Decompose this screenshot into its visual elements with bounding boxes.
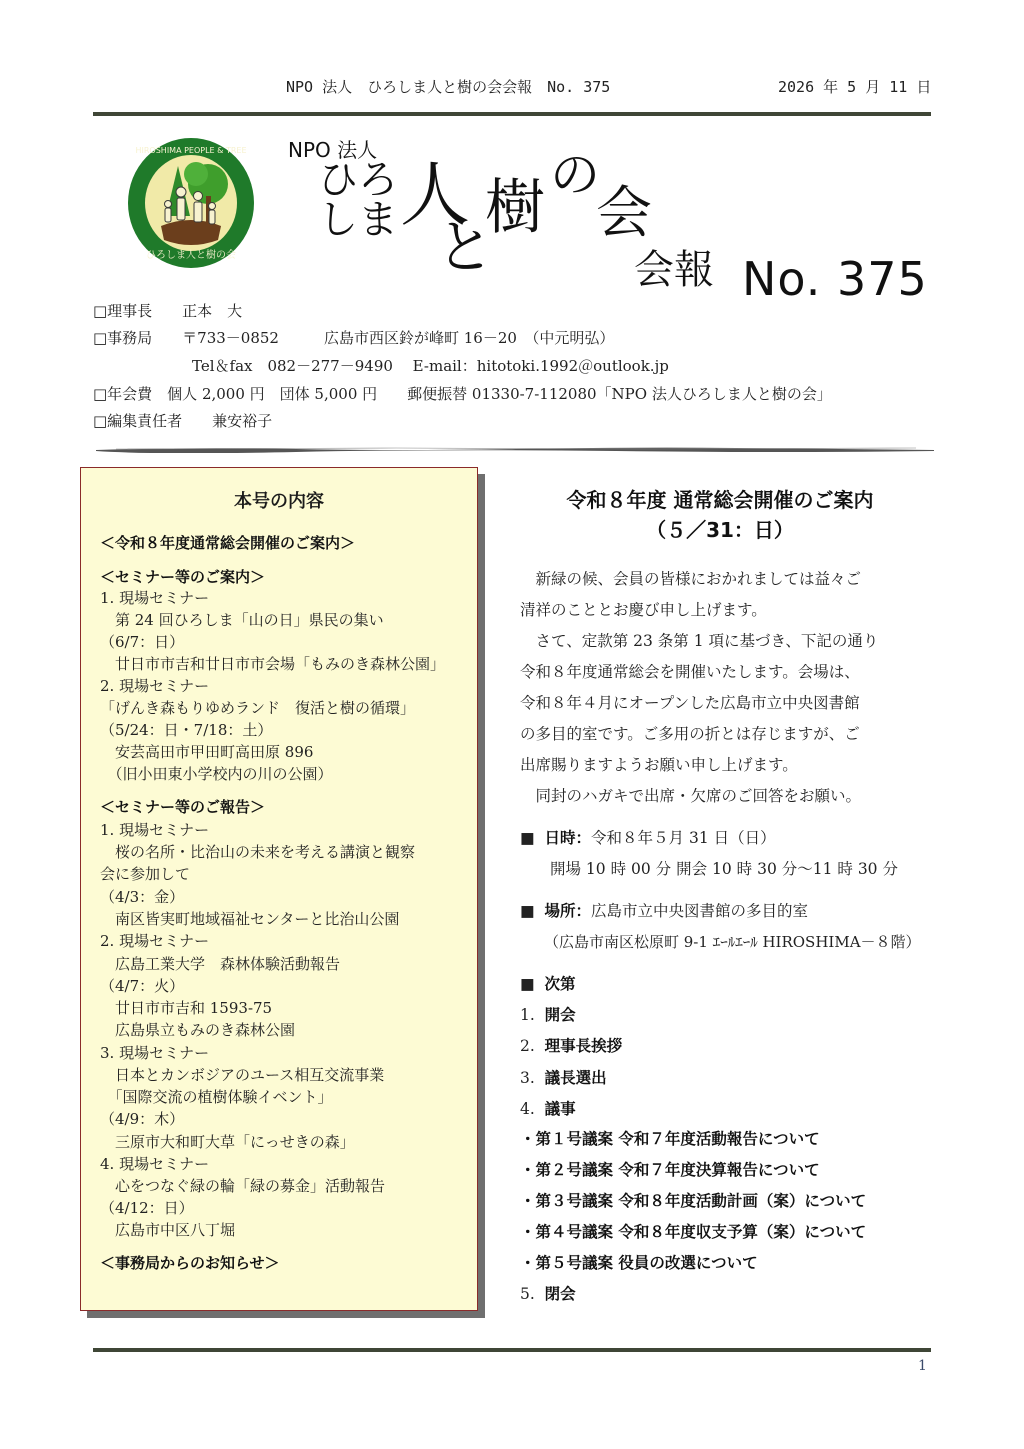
contents-line: 1. 現場セミナー [100,589,210,607]
masthead-shima: しま [318,197,398,243]
masthead-to: と [436,213,495,281]
info-fees: □年会費 個人 2,000 円 団体 5,000 円 郵便振替 01330-7-112080「NPO 法人ひろしま人と樹の会」 [93,385,832,403]
agenda-item: 2. 理事長挨拶 [520,1037,623,1055]
contents-line: 安芸高田市甲田町高田原 896 [100,743,314,761]
agenda-heading [520,972,576,994]
svg-text:ひろしま人と樹の会: ひろしま人と樹の会 [146,250,236,261]
contents-line: （6/7：日） [100,633,185,651]
issue-date: 2026 年 5 月 11 日 [778,78,932,96]
contents-line: 2. 現場セミナー [100,677,210,695]
contents-section-office-news: ＜事務局からのお知らせ＞ [100,1254,280,1272]
contents-line: （4/9：木） [100,1110,185,1128]
contents-line: 広島県立もみのき森林公園 [100,1021,296,1039]
contents-line: 三原市大和町大草「にっせきの森」 [100,1133,355,1151]
meeting-datetime [520,826,776,848]
contents-line: 2. 現場セミナー [100,932,210,950]
square-bullet-icon: ■ [520,902,535,920]
meeting-place [520,899,808,921]
svg-text:HIROSHIMA PEOPLE & TREE: HIROSHIMA PEOPLE & TREE [135,146,247,155]
publication-header: NPO 法人 ひろしま人と樹の会会報 No. 375 [286,78,611,96]
square-bullet-icon: ■ [520,829,535,847]
contents-line: 「げんき森もりゆめランド 復活と樹の循環」 [100,699,416,717]
contents-line: 広島工業大学 森林体験活動報告 [100,955,341,973]
contents-line: 3. 現場セミナー [100,1044,210,1062]
contents-line: 心をつなぐ緑の輪「緑の募金」活動報告 [100,1177,386,1195]
agenda-item: 1. 開会 [520,1006,576,1024]
contents-line: 南区皆実町地域福祉センターと比治山公園 [100,910,400,928]
agenda-item: 3. 議長選出 [520,1069,607,1087]
brush-divider [96,446,934,453]
contents-line: （4/12：日） [100,1199,194,1217]
article-title: 令和８年度 通常総会開催のご案内 [566,488,874,512]
masthead-hito: 人 [400,154,470,236]
article-paragraph-line: 清祥のこととお慶び申し上げます。 [520,601,767,619]
masthead-no: の [550,146,600,204]
contents-section-seminar-report: ＜セミナー等のご報告＞ [100,798,266,816]
contents-line: 「国際交流の植樹体験イベント」 [100,1088,333,1106]
motion-item: ・第２号議案 令和７年度決算報告について [520,1161,820,1179]
agenda-item: 4. 議事 [520,1100,576,1118]
masthead-npo: NPO 法人 [288,138,378,162]
contents-line: 廿日市市吉和廿日市市会場「もみのき森林公園」 [100,655,446,673]
article-paragraph-line: さて、定款第 23 条第 1 項に基づき、下記の通り [520,632,879,650]
article-subtitle: （５／31：日） [646,518,794,542]
contents-line: 日本とカンボジアのユース相互交流事業 [100,1066,385,1084]
info-contact: Tel＆fax 082－277－9490 E-mail：hitotoki.1992＠outlook.jp [192,357,669,375]
contents-title: 本号の内容 [234,491,324,512]
masthead-ki: 樹 [485,173,545,243]
agenda-label: 次第 [544,975,576,993]
contents-section-general-meeting: ＜令和８年度通常総会開催のご案内＞ [100,534,356,552]
masthead-issue-number: No. 375 [742,252,928,306]
contents-section-seminar-info: ＜セミナー等のご案内＞ [100,568,266,586]
article-paragraph-line: 令和８年度通常総会を開催いたします。会場は、 [520,663,860,681]
contents-line: 桜の名所・比治山の未来を考える講演と観察 [100,843,416,861]
contents-line: （4/3：金） [100,888,185,906]
motion-item: ・第３号議案 令和８年度活動計画（案）について [520,1192,867,1210]
masthead-kaiho: 会報 [634,247,714,293]
contents-line: （4/7：火） [100,977,185,995]
bottom-rule [93,1348,931,1352]
masthead-hiro: ひろ [318,157,398,203]
contents-line: 1. 現場セミナー [100,821,210,839]
article-paragraph-line: 新緑の候、会員の皆様におかれましては益々ご [520,570,862,588]
masthead-kai: 会 [596,181,652,246]
page-number: 1 [918,1358,927,1374]
contents-line: 4. 現場セミナー [100,1155,210,1173]
agenda-item: 5. 閉会 [520,1285,576,1303]
contents-line: 広島市中区八丁堀 [100,1221,236,1239]
datetime-label: 日時： [544,829,592,847]
org-logo [126,136,256,270]
datetime-detail: 開場 10 時 00 分 開会 10 時 30 分～11 時 30 分 [550,860,898,878]
info-office: □事務局 〒733－0852 広島市西区鈴が峰町 16－20 （中元明弘） [93,329,615,347]
place-detail: （広島市南区松原町 9-1 ｴｰﾙｴｰﾙ HIROSHIMA－８階） [544,933,921,951]
motion-item: ・第４号議案 令和８年度収支予算（案）について [520,1223,867,1241]
article-paragraph-line: 同封のハガキで出席・欠席のご回答をお願い。 [520,787,862,805]
top-rule [93,112,931,116]
datetime-value: 令和８年５月 31 日（日） [591,829,776,847]
place-value: 広島市立中央図書館の多目的室 [591,902,809,920]
contents-line: （旧小田東小学校内の川の公園） [100,765,333,783]
info-editor: □編集責任者 兼安裕子 [93,412,273,430]
motion-item: ・第５号議案 役員の改選について [520,1254,758,1272]
place-label: 場所： [544,902,592,920]
contents-line: 廿日市市吉和 1593-75 [100,999,273,1017]
contents-line: 会に参加して [100,865,191,883]
square-bullet-icon: ■ [520,975,535,993]
motion-item: ・第１号議案 令和７年度活動報告について [520,1130,820,1148]
contents-line: 第 24 回ひろしま「山の日」県民の集い [100,611,384,629]
contents-line: （5/24：日・7/18：土） [100,721,273,739]
info-chairman: □理事長 正本 大 [93,302,243,320]
article-paragraph-line: 出席賜りますようお願い申し上げます。 [520,756,798,774]
article-paragraph-line: 令和８年４月にオープンした広島市立中央図書館 [520,694,860,712]
article-paragraph-line: の多目的室です。ご多用の折とは存じますが、ご [520,725,860,743]
